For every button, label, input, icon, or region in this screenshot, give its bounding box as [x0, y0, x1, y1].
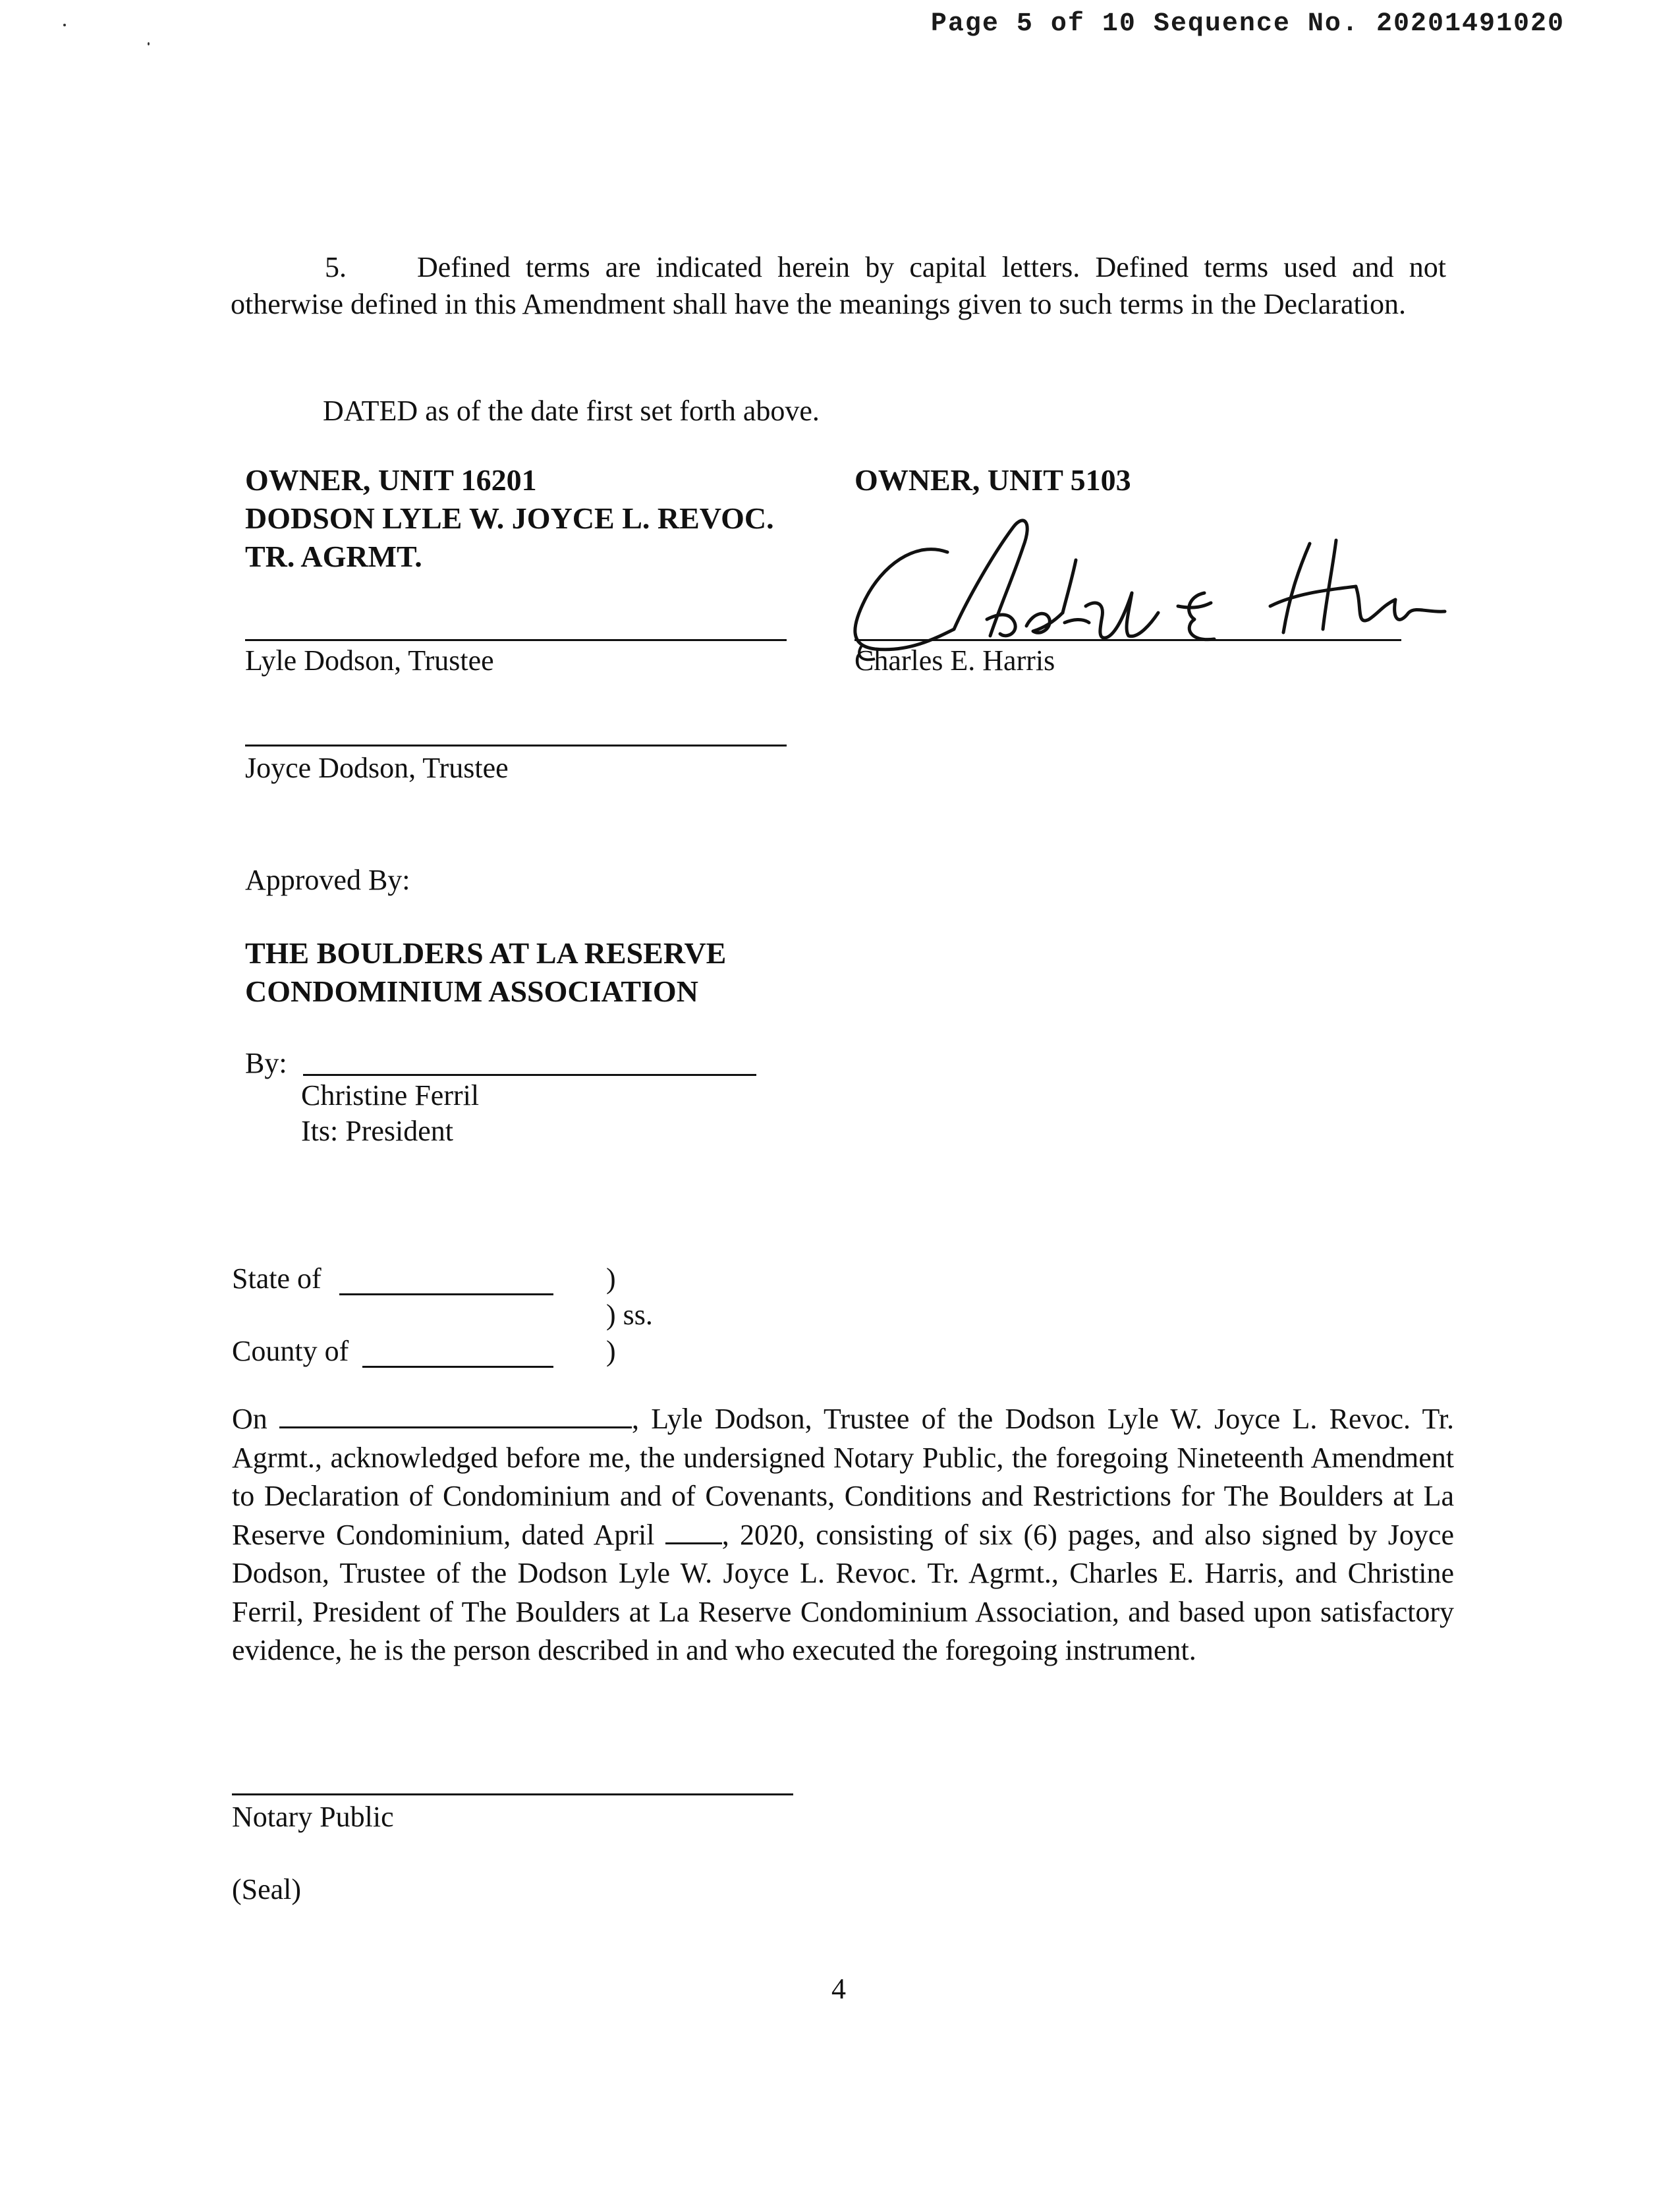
- president-signature-line: [303, 1074, 756, 1076]
- joyce-signature-line: [245, 745, 787, 746]
- right-owner-heading: OWNER, UNIT 5103: [854, 463, 1131, 497]
- notary-text-part2: , 2020, consisting of six (6) pages, and also signed by Joyce Dodson, Trustee of the Dodson Lyle W. Joyce L. Revoc. Tr. Agrmt., Charles E. Harris, and Christine Ferril, President of The Boulders at La Reserve Condominium Association, and based upon satisfactory evidence, he is the person described in and who executed the foregoing instrument.: [232, 1518, 1454, 1666]
- date-blank: [279, 1403, 632, 1428]
- association-line2: CONDOMINIUM ASSOCIATION: [245, 974, 698, 1008]
- page-number: 4: [831, 1973, 846, 2005]
- county-blank: [362, 1366, 553, 1368]
- state-blank: [339, 1293, 553, 1295]
- dated-line: DATED as of the date first set forth above.: [323, 395, 820, 427]
- paragraph-5: [231, 249, 1446, 323]
- left-owner-heading: [245, 461, 774, 576]
- left-owner-line2: DODSON LYLE W. JOYCE L. REVOC.: [245, 501, 774, 535]
- paragraph-5-text: Defined terms are indicated herein by capital letters. Defined terms used and not otherwise defined in this Amendment shall have the meanings given to such terms in the Declaration.: [231, 251, 1446, 320]
- approved-by-label: Approved By:: [245, 864, 410, 896]
- notary-text-part1: , Lyle Dodson, Trustee of the Dodson Lyle W. Joyce L. Revoc. Tr. Agrmt., acknowledged before me, the undersigned Notary Public, the foregoing Nineteenth Amendment to Declaration of Condominium and of Covenants, Conditions and Restrictions for The Boulders at La Reserve Condominium, dated April: [232, 1403, 1455, 1551]
- page-sequence-header: Page 5 of 10 Sequence No. 20201491020: [930, 9, 1565, 39]
- president-name: Christine Ferril: [301, 1079, 480, 1112]
- notary-public-label: Notary Public: [232, 1801, 394, 1833]
- venue-paren-1: ): [606, 1262, 616, 1295]
- joyce-signer-label: Joyce Dodson, Trustee: [245, 752, 509, 784]
- paragraph-number: 5.: [325, 251, 347, 283]
- venue-paren-3: ): [606, 1335, 616, 1367]
- scan-speck: [63, 24, 66, 26]
- scan-speck: [148, 42, 150, 45]
- association-name: [245, 934, 726, 1011]
- lyle-signer-label: Lyle Dodson, Trustee: [245, 644, 494, 677]
- charles-signer-label: Charles E. Harris: [854, 644, 1055, 677]
- president-title: Its: President: [301, 1115, 453, 1147]
- lyle-signature-line: [245, 639, 787, 641]
- notary-signature-line: [232, 1793, 793, 1795]
- seal-label: (Seal): [232, 1873, 302, 1905]
- by-label: By:: [245, 1047, 287, 1079]
- charles-signature-line: [854, 639, 1401, 641]
- left-owner-line3: TR. AGRMT.: [245, 540, 422, 573]
- on-label: On: [232, 1403, 267, 1435]
- day-blank: [665, 1519, 722, 1544]
- county-of-label: County of: [232, 1335, 349, 1367]
- state-of-label: State of: [232, 1262, 322, 1295]
- notary-acknowledgment: [232, 1400, 1454, 1670]
- association-line1: THE BOULDERS AT LA RESERVE: [245, 936, 727, 970]
- venue-ss: ) ss.: [606, 1299, 653, 1331]
- left-owner-line1: OWNER, UNIT 16201: [245, 463, 537, 497]
